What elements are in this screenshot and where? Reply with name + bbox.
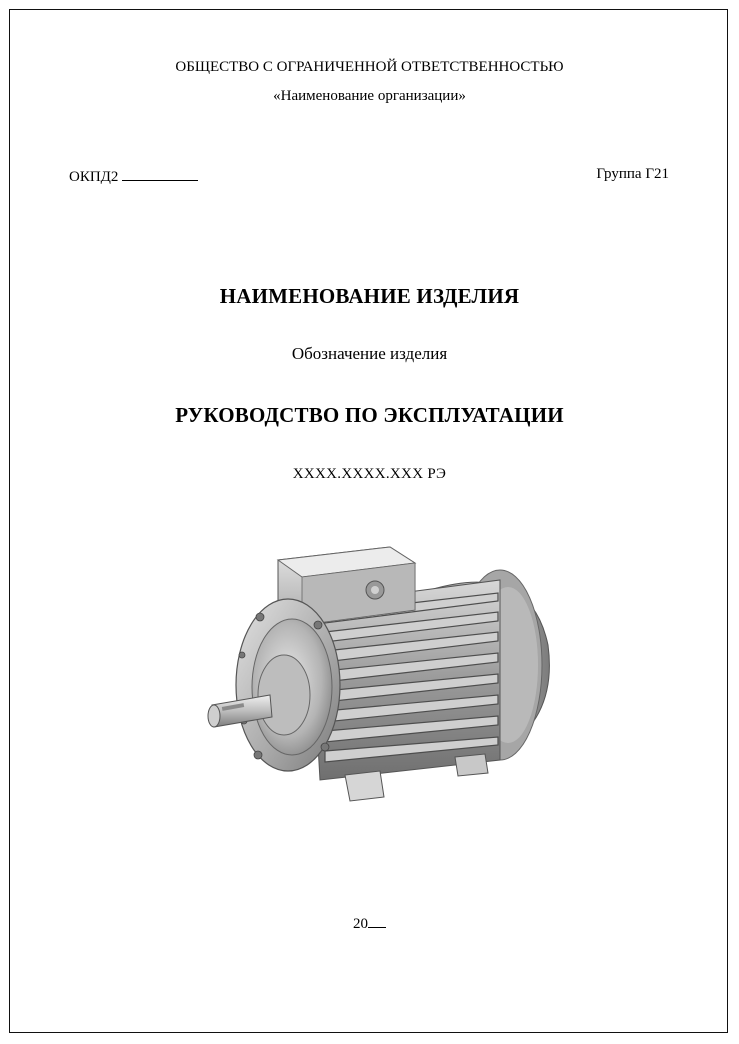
document-title: РУКОВОДСТВО ПО ЭКСПЛУАТАЦИИ — [175, 403, 564, 427]
page-frame — [9, 9, 728, 1033]
group-code: Группа Г21 — [596, 166, 669, 182]
organization-type: ОБЩЕСТВО С ОГРАНИЧЕННОЙ ОТВЕТСТВЕННОСТЬЮ — [175, 59, 564, 75]
okpd-code — [69, 166, 198, 186]
year-prefix: 20 — [353, 916, 368, 932]
document-code: ХХХХ.ХХХХ.ХХХ РЭ — [292, 466, 447, 482]
okpd-blank-line — [122, 166, 198, 181]
publication-year — [0, 914, 739, 933]
organization-name: «Наименование организации» — [273, 88, 466, 104]
product-designation: Обозначение изделия — [291, 344, 448, 363]
product-name: НАИМЕНОВАНИЕ ИЗДЕЛИЯ — [219, 284, 520, 308]
electric-motor-icon — [200, 535, 560, 810]
year-blank-line — [368, 914, 386, 928]
okpd-label: ОКПД2 — [69, 169, 119, 185]
